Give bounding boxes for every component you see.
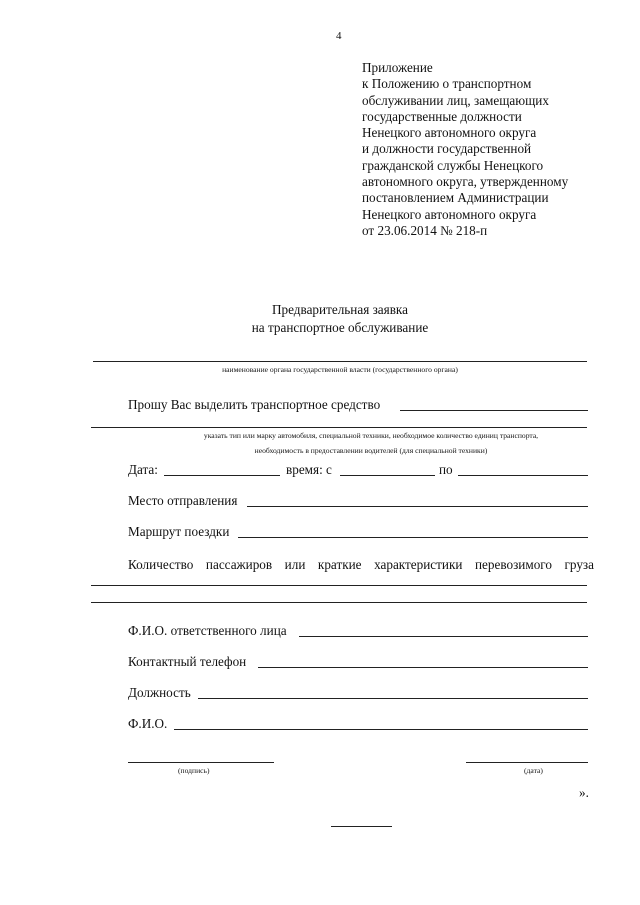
appendix-line: Ненецкого автономного округа bbox=[362, 125, 537, 141]
time-to-field-line[interactable] bbox=[458, 475, 588, 476]
responsible-label: Ф.И.О. ответственного лица bbox=[128, 623, 287, 638]
page-number: 4 bbox=[336, 30, 342, 42]
appendix-line: государственные должности bbox=[362, 108, 522, 124]
appendix-line: гражданской службы Ненецкого bbox=[362, 157, 544, 173]
route-label: Маршрут поездки bbox=[128, 524, 230, 539]
fio-field-line[interactable] bbox=[174, 729, 588, 730]
date-label: Дата: bbox=[128, 462, 158, 477]
time-to-label: по bbox=[439, 462, 453, 477]
appendix-line: обслуживании лиц, замещающих bbox=[362, 92, 549, 108]
appendix-line: постановлением Администрации bbox=[362, 190, 549, 206]
appendix-line: к Положению о транспортном bbox=[362, 76, 532, 92]
position-label: Должность bbox=[128, 685, 191, 700]
phone-label: Контактный телефон bbox=[128, 654, 247, 669]
organ-caption: наименование органа государственной власти (государственного органа) bbox=[222, 365, 458, 374]
route-field-line[interactable] bbox=[238, 537, 588, 538]
appendix-block bbox=[362, 60, 622, 239]
document-title bbox=[0, 301, 640, 336]
separator-line bbox=[331, 826, 392, 827]
position-field-line[interactable] bbox=[198, 698, 588, 699]
vehicle-caption-2: необходимость в предоставлении водителей (для специальной техники) bbox=[254, 446, 488, 455]
signature-caption: (подпись) bbox=[178, 766, 210, 775]
departure-field-line[interactable] bbox=[247, 506, 588, 507]
passengers-label: Количество пассажиров или краткие характеристики перевозимого груза bbox=[128, 557, 594, 572]
appendix-line: и должности государственной bbox=[362, 141, 532, 157]
departure-label: Место отправления bbox=[128, 493, 238, 508]
appendix-line: Приложение bbox=[362, 60, 433, 75]
vehicle-details-line[interactable] bbox=[91, 427, 587, 428]
date-caption: (дата) bbox=[524, 766, 543, 775]
fio-label: Ф.И.О. bbox=[128, 716, 168, 731]
passengers-field-line-1[interactable] bbox=[91, 585, 587, 586]
appendix-line: автономного округа, утвержденному bbox=[362, 174, 569, 190]
vehicle-caption-1: указать тип или марку автомобиля, специальной техники, необходимое количество единиц транспорта, bbox=[203, 431, 539, 440]
date-sign-field-line[interactable] bbox=[466, 762, 588, 763]
time-from-field-line[interactable] bbox=[340, 475, 435, 476]
appendix-line: от 23.06.2014 № 218-п bbox=[362, 222, 488, 238]
title-line-2: на транспортное обслуживание bbox=[251, 319, 429, 335]
signature-field-line[interactable] bbox=[128, 762, 274, 763]
closing-quote: ». bbox=[579, 785, 589, 800]
organ-name-line[interactable] bbox=[93, 361, 587, 362]
title-line-1: Предварительная заявка bbox=[272, 302, 408, 317]
responsible-field-line[interactable] bbox=[299, 636, 588, 637]
vehicle-field-line[interactable] bbox=[400, 410, 588, 411]
date-field-line[interactable] bbox=[164, 475, 280, 476]
phone-field-line[interactable] bbox=[258, 667, 588, 668]
time-from-label: время: с bbox=[286, 462, 332, 477]
passengers-field-line-2[interactable] bbox=[91, 602, 587, 603]
appendix-line: Ненецкого автономного округа bbox=[362, 206, 537, 222]
request-label: Прошу Вас выделить транспортное средство bbox=[128, 397, 381, 412]
